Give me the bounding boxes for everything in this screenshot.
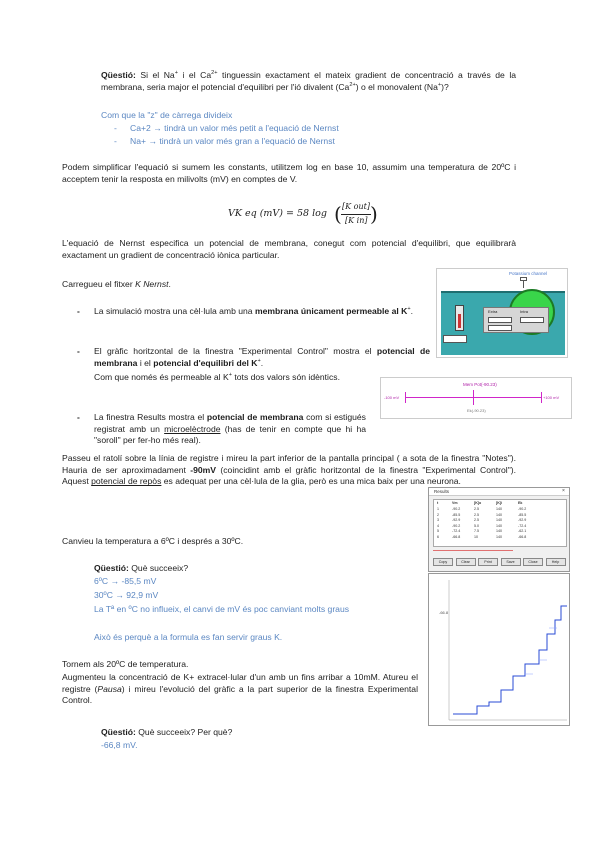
nernst-paragraph: L'equació de Nernst especifica un potencial de membrana, conegut com potencial d'equilibri, que equilibrarà exactament un gradient de concentració iònica particular. <box>62 238 516 260</box>
panel-label-right: Intra <box>520 309 529 314</box>
results-button-help[interactable]: Help <box>546 558 566 566</box>
conc-field-out[interactable] <box>488 317 512 323</box>
results-cell: 140 <box>496 534 502 539</box>
results-header-cell: [K]i <box>496 501 502 505</box>
results-cell: -66.8 <box>452 534 461 539</box>
bar-right-label: +100 mV <box>543 395 560 400</box>
answer-1-dash: - <box>114 123 117 133</box>
results-note-line <box>433 550 513 551</box>
results-cell: -62.1 <box>518 529 527 533</box>
results-cell: 140 <box>496 507 502 511</box>
answer-2-line: La Tª en ºC no influeix, el canvi de mV és poc canviant molts graus <box>94 604 350 614</box>
results-cell: -66.8 <box>518 534 527 539</box>
question-3: Qüestió: Què succeeix? Per què? <box>101 727 233 737</box>
answer-2-line: 6ºC → -85,5 mV <box>94 576 157 586</box>
file-name: K Nernst <box>135 279 169 289</box>
results-button-close[interactable]: Close <box>523 558 543 566</box>
potential-bar-figure <box>380 377 572 419</box>
mem-pot-label: Mem Pot(-90.23) <box>463 382 497 387</box>
recording-chart-svg <box>429 574 570 726</box>
bullet-dash: - <box>77 306 80 316</box>
return-temperature: Tornem als 20ºC de temperatura. <box>62 659 189 669</box>
bullet-2-note: Com que només és permeable al K+ tots dos valors són idèntics. <box>94 372 340 382</box>
potential-marker[interactable] <box>473 390 474 405</box>
recording-chart <box>428 573 570 726</box>
results-button-save[interactable]: Save <box>501 558 521 566</box>
results-cell: -92.9 <box>518 518 527 522</box>
bullet-dash: - <box>77 412 80 422</box>
results-window <box>428 487 570 572</box>
bullet-dash: - <box>77 346 80 356</box>
axis-tick-right <box>541 392 542 403</box>
answer-2-line: Això és perquè a la formula es fan servir graus K. <box>94 632 283 642</box>
thermometer <box>455 305 464 331</box>
question-label: Qüestió: <box>101 70 136 80</box>
results-buttons <box>433 558 567 567</box>
question-2: Qüestió: Què succeeix? <box>94 563 189 573</box>
results-cell: 140 <box>496 529 502 533</box>
control-panel <box>483 307 549 333</box>
results-cell: 3 <box>437 518 439 522</box>
answer-1-dash: - <box>114 136 117 146</box>
results-cell: 7.5 <box>474 529 479 533</box>
results-cell: -72.4 <box>518 523 527 528</box>
results-cell: 10 <box>474 534 478 539</box>
cell-simulation-figure <box>436 268 568 358</box>
results-button-print[interactable]: Print <box>478 558 498 566</box>
results-cell: 4 <box>437 523 439 528</box>
results-title: Results <box>434 489 450 494</box>
answer-1-item: Na+ → tindrà un valor més gran a l'equació de Nernst <box>130 136 335 146</box>
simplify-paragraph: Podem simplificar l'equació si sumem les constants, utilitzem log en base 10, assumim una temperatura de 20ºC i acceptem tenir la resposta en milivolts (mV) en comptes de V. <box>62 162 516 184</box>
conc-field-in[interactable] <box>520 317 544 323</box>
results-cell: 2.5 <box>474 507 479 511</box>
panel-label-left: Extra <box>488 309 498 314</box>
results-cell: 2.5 <box>474 518 479 522</box>
formula-numerator: [K out] <box>342 202 370 211</box>
electrode-head <box>520 277 527 281</box>
bullet-1: La simulació mostra una cèl·lula amb una membrana únicament permeable al K+. <box>94 306 414 316</box>
results-header-cell: t <box>437 501 439 505</box>
formula-denominator: [K in] <box>345 216 368 225</box>
results-cell: -92.9 <box>452 518 461 522</box>
formula-fraction-bar <box>341 214 371 215</box>
results-cell: -90.2 <box>452 523 461 528</box>
augment-paragraph: Augmenteu la concentració de K+ extracel·lular d'un amb un fins arribar a 10mM. Atureu el registre (Pausa) i mireu l'evolució del gràfic a la part superior de la finestra Experimental Control. <box>62 672 418 706</box>
cell-title: Potassium channel <box>509 271 548 276</box>
answer-1: Com que la "z" de càrrega divideix <box>101 110 233 120</box>
potential-trace[interactable] <box>453 606 567 714</box>
close-icon[interactable]: × <box>562 488 565 494</box>
formula-paren-right: ) <box>370 202 378 226</box>
results-table <box>433 499 567 547</box>
ek-label: Ek(-90.23) <box>467 408 486 413</box>
results-cell: 140 <box>496 518 502 522</box>
results-header-cell: Ek <box>518 501 523 505</box>
results-cell: 5 <box>437 529 439 533</box>
answer-1-item: Ca+2 → tindrà un valor més petit a l'equació de Nernst <box>130 123 339 133</box>
chart-axis-label: -66.8 <box>439 610 449 615</box>
load-file-line: Carregueu el fitxer K Nernst. <box>62 279 171 289</box>
results-cell: -90.2 <box>452 507 461 511</box>
bullet-2: El gràfic horitzontal de la finestra "Experimental Control" mostra el potencial de membrana i el potencial d'equilibri del K+. <box>94 346 431 368</box>
results-cell: -72.4 <box>452 529 461 533</box>
bullet-3: La finestra Results mostra el potencial de membrana com si estigués registrat amb un microelèctrode (has de tenir en compte que hi ha "soroll" per fer-ho més real). <box>94 412 367 446</box>
temperature-instruction: Canvieu la temperatura a 6ºC i després a 30ºC. <box>62 536 244 546</box>
answer-2-line: 30ºC → 92,9 mV <box>94 590 159 600</box>
results-cell: -85.5 <box>518 512 527 517</box>
results-header-cell: [K]o <box>474 501 482 505</box>
nernst-formula <box>228 200 378 232</box>
axis-tick-left <box>405 392 406 403</box>
results-header-cell: Vm <box>452 501 458 505</box>
results-cell: 140 <box>496 523 502 528</box>
perm-field[interactable] <box>488 325 512 331</box>
results-titlebar <box>429 488 570 496</box>
results-cell: 5.0 <box>474 523 479 528</box>
question-1: Qüestió: Si el Na+ i el $Ca^{2+}$ tinguessin exactament el mateix gradient de concentració a través de la membrana, seria major el potencial d'equilibri per l'ió divalent $(Ca^{2+})$ o el monovalent (Na+)? <box>101 70 517 92</box>
formula-paren-left: ( <box>334 202 342 226</box>
results-cell: 2.5 <box>474 512 479 517</box>
mouse-paragraph: Passeu el ratolí sobre la línia de registre i mireu la part inferior de la pantalla principal ( a sota de la finestra "Notes"). Hauria de ser aproximadament -90mV (coincidint amb el gràfic horitzontal de la finestra "Experimental Control"). Aquest potencial de repòs es adequat per una cèl·lula de la glia, però es una mica baix per una neurona. <box>62 453 516 487</box>
results-button-copy[interactable]: Copy <box>433 558 453 566</box>
results-cell: 6 <box>437 534 439 539</box>
results-cell: -85.5 <box>452 512 461 517</box>
formula-lhs: VK eq (mV) = 58 log <box>228 208 327 219</box>
results-cell: 1 <box>437 507 439 511</box>
results-cell: -90.2 <box>518 507 527 511</box>
bar-left-label: -100 mV <box>384 395 400 400</box>
temperature-field[interactable] <box>443 335 467 343</box>
answer-3: -66,8 mV. <box>101 740 138 750</box>
results-button-clear[interactable]: Clear <box>456 558 476 566</box>
results-cell: 2 <box>437 512 439 517</box>
results-cell: 140 <box>496 512 502 517</box>
thermometer-level <box>458 314 461 328</box>
